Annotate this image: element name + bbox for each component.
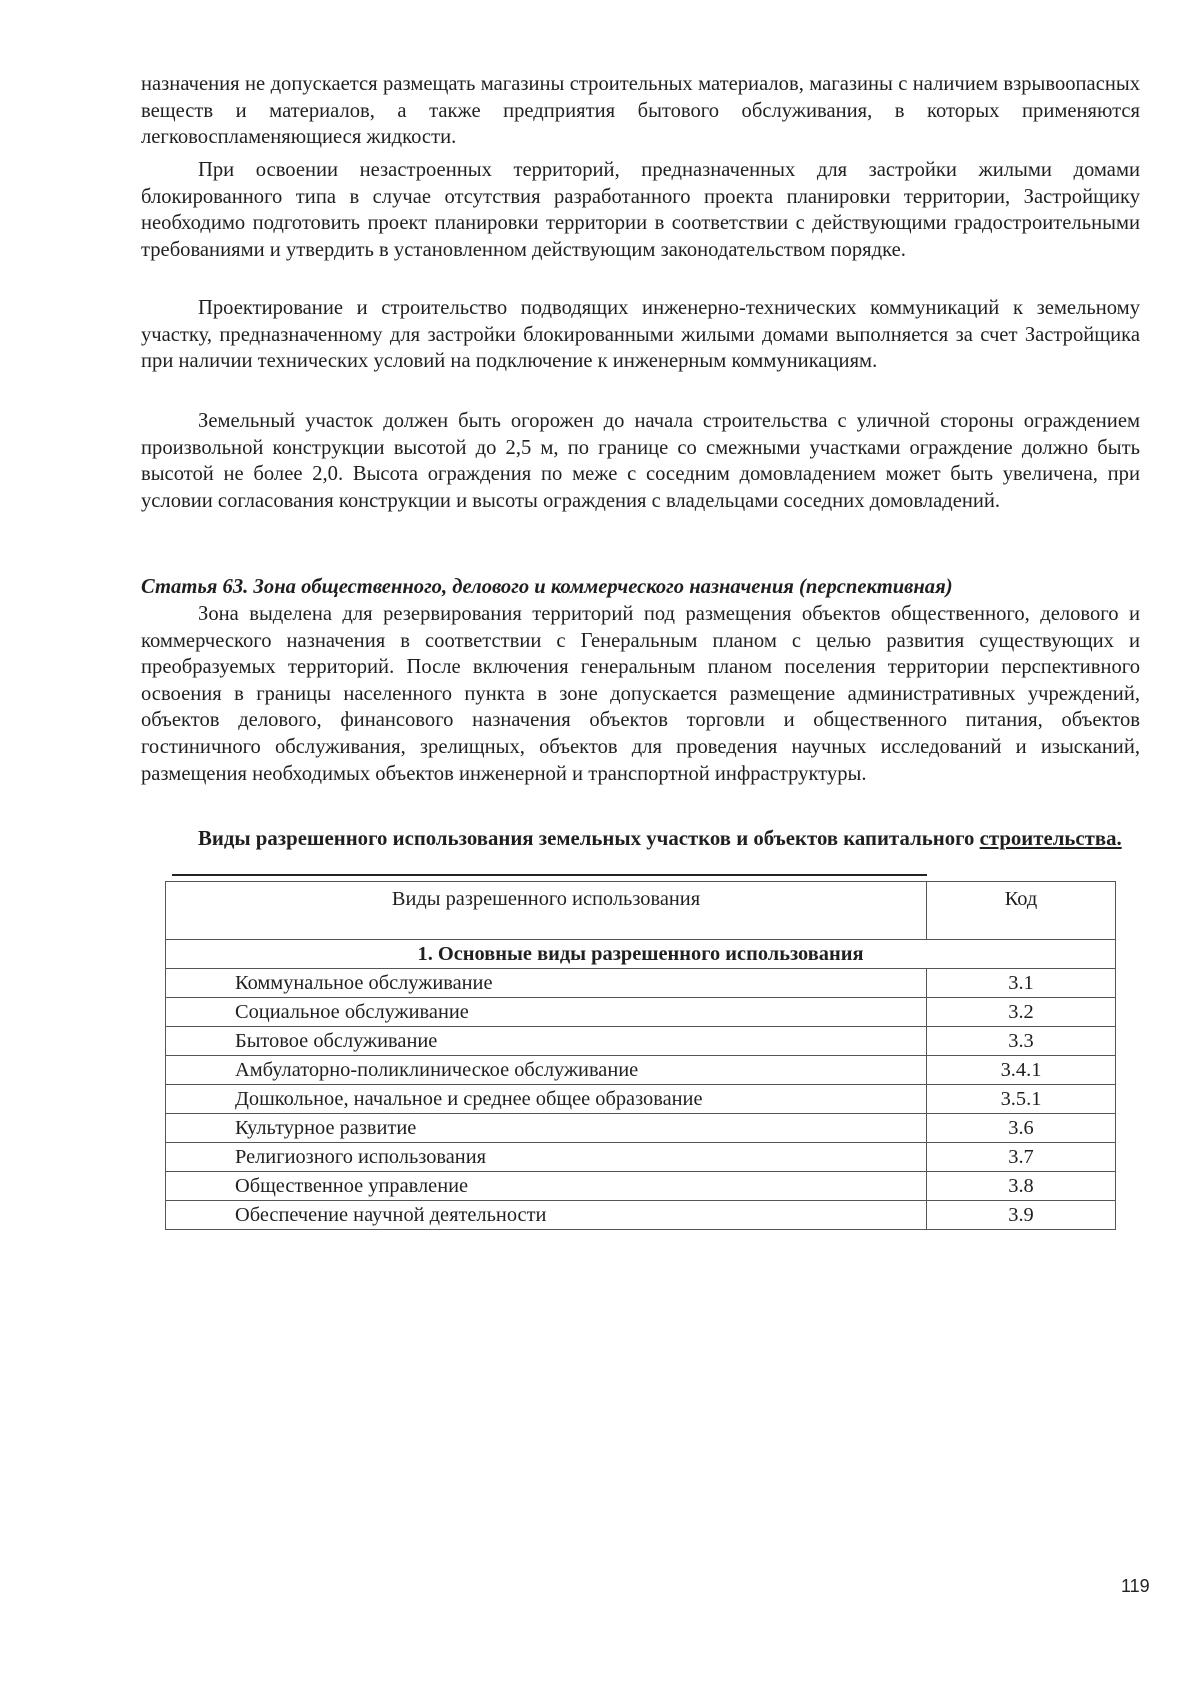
paragraph-zone-description: Зона выделена для резервирования территорий под размещения объектов общественного, делового и коммерческого назначения в соответствии с Генеральным планом с целью развития существующих и преобразуемых территорий. После включения генеральным планом поселения территории перспективного освоения в границы населенного пункта в зоне допускается размещение административных учреждений, объектов делового, финансового назначения объектов торговли и общественного питания, объектов гостиничного обслуживания, зрелищных, объектов для проведения научных исследований и изысканий, размещения необходимых объектов инженерной и транспортной инфраструктуры. [141, 603, 1140, 785]
code-cell: 3.7 [927, 1143, 1116, 1172]
code-cell: 3.2 [927, 998, 1116, 1027]
header-cell-code: Код [927, 882, 1116, 940]
use-type-cell: Религиозного использования [166, 1143, 927, 1172]
table-section-row [166, 940, 1116, 969]
use-type-cell: Общественное управление [166, 1172, 927, 1201]
code-cell: 3.5.1 [927, 1085, 1116, 1114]
table-row [166, 1085, 1116, 1114]
permitted-use-table [165, 881, 1116, 1230]
table-row [166, 1114, 1116, 1143]
table-row [166, 998, 1116, 1027]
use-type-cell: Амбулаторно-поликлиническое обслуживание [166, 1056, 927, 1085]
paragraph-intro-continuation: назначения не допускается размещать магазины строительных материалов, магазины с наличием взрывоопасных веществ и материалов, а также предприятия бытового обслуживания, в которых применяются легковоспламеняющиеся жидкости. [141, 73, 1140, 149]
table-row [166, 969, 1116, 998]
code-cell: 3.6 [927, 1114, 1116, 1143]
paragraph-engineering-communications: Проектирование и строительство подводящих инженерно-технических коммуникаций к земельному участку, предназначенному для застройки блокированными жилыми домами выполняется за счет Застройщика при наличии технических условий на подключение к инженерным коммуникациям. [141, 297, 1140, 373]
code-cell: 3.9 [927, 1201, 1116, 1230]
paragraph-undeveloped-territories: При освоении незастроенных территорий, предназначенных для застройки жилыми домами блокированного типа в случае отсутствия разработанного проекта планировки территории, Застройщику необходимо подготовить проект планировки территории в соответствии с действующими градостроительными требованиями и утвердить в установленном действующим законодательством порядке. [141, 159, 1140, 261]
table-row [166, 1027, 1116, 1056]
article-63-heading: Статья 63. Зона общественного, делового и коммерческого назначения (перспективная) [141, 576, 953, 598]
use-type-cell: Культурное развитие [166, 1114, 927, 1143]
table-row [166, 1172, 1116, 1201]
code-cell: 3.1 [927, 969, 1116, 998]
heading-underline-rule [172, 874, 927, 876]
table-row [166, 1056, 1116, 1085]
permitted-use-heading [141, 826, 1140, 852]
paragraph-fencing: Земельный участок должен быть огорожен до начала строительства с уличной стороны ограждением произвольной конструкции высотой до 2,5 м, по границе со смежными участками ограждение должно быть высотой не более 2,0. Высота ограждения по меже с соседним домовладением может быть увеличена, при условии согласования конструкции и высоты ограждения с владельцами соседних домовладений. [141, 410, 1140, 512]
use-type-cell: Коммунальное обслуживание [166, 969, 927, 998]
code-cell: 3.3 [927, 1027, 1116, 1056]
table-row [166, 1201, 1116, 1230]
page-number: 119 [1121, 1576, 1150, 1596]
use-type-cell: Социальное обслуживание [166, 998, 927, 1027]
code-cell: 3.8 [927, 1172, 1116, 1201]
use-type-cell: Дошкольное, начальное и среднее общее образование [166, 1085, 927, 1114]
use-type-cell: Бытовое обслуживание [166, 1027, 927, 1056]
table-row [166, 1143, 1116, 1172]
header-cell-use-type: Виды разрешенного использования [166, 882, 927, 940]
permitted-use-heading-main: Виды разрешенного использования земельных участков и объектов капитального [198, 827, 980, 850]
permitted-use-heading-tail: строительства. [979, 827, 1122, 850]
use-type-cell: Обеспечение научной деятельности [166, 1201, 927, 1230]
table-header-row [166, 882, 1116, 940]
section-title-cell: 1. Основные виды разрешенного использования [166, 940, 1116, 969]
code-cell: 3.4.1 [927, 1056, 1116, 1085]
